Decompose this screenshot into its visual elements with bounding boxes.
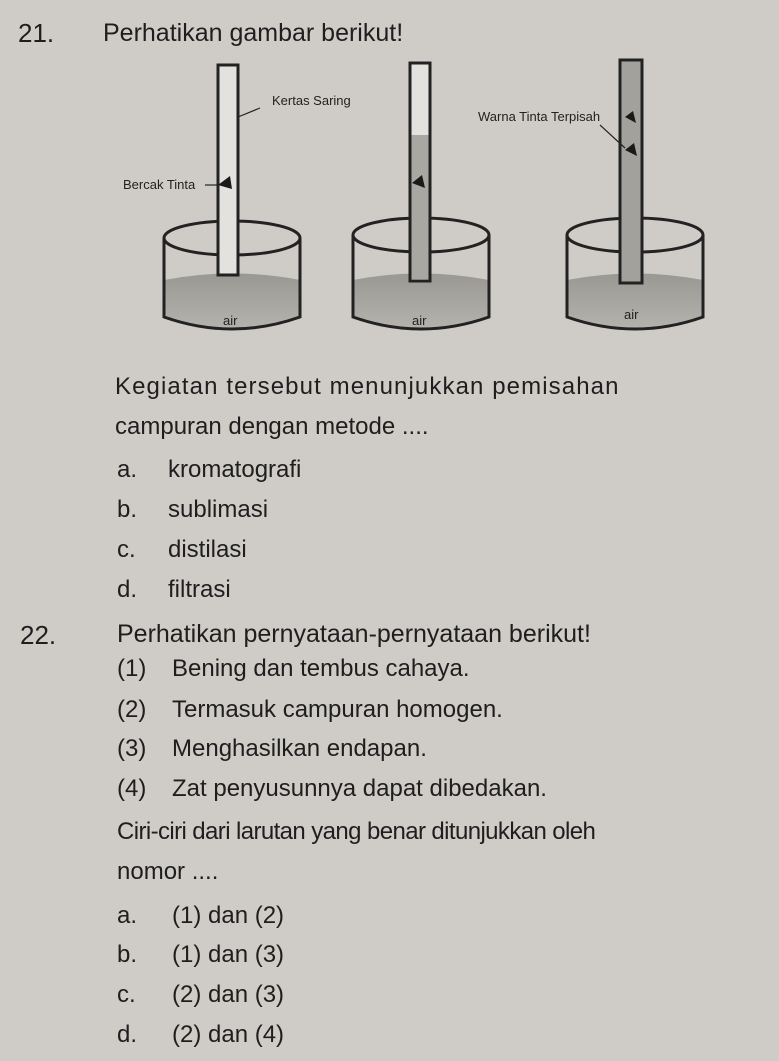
label-line-paper <box>238 108 260 117</box>
option-text: distilasi <box>168 536 247 563</box>
option-text: (2) dan (4) <box>172 1021 285 1048</box>
statement-text: Termasuk campuran homogen. <box>172 696 503 723</box>
statement-text: Bening dan tembus cahaya. <box>172 655 470 682</box>
statement-text: Menghasilkan endapan. <box>172 735 427 762</box>
option-letter: d. <box>117 1021 138 1048</box>
option-letter: b. <box>117 941 138 968</box>
option-letter: b. <box>117 496 138 523</box>
beaker-2 <box>353 63 489 329</box>
label-warna-tinta-terpisah: Warna Tinta Terpisah <box>478 109 601 124</box>
question-21-instruction: Perhatikan gambar berikut! <box>103 19 404 47</box>
label-kertas-saring: Kertas Saring <box>272 93 351 108</box>
option-text: sublimasi <box>168 496 269 523</box>
label-air-3: air <box>624 307 639 322</box>
option-text: (1) dan (2) <box>172 902 285 929</box>
paper-strip-3 <box>620 60 642 283</box>
label-air-2: air <box>412 313 427 328</box>
paper-strip-1 <box>218 65 238 275</box>
statement-number: (2) <box>117 696 147 723</box>
option-text: (1) dan (3) <box>172 941 285 968</box>
option-letter: a. <box>117 902 138 929</box>
option-letter: d. <box>117 576 138 603</box>
statement-number: (1) <box>117 655 147 682</box>
question-21-line-2: campuran dengan metode .... <box>115 413 429 440</box>
label-air-1: air <box>223 313 238 328</box>
question-22-line-1: Ciri-ciri dari larutan yang benar ditunjukkan oleh <box>117 818 596 845</box>
statement-number: (3) <box>117 735 147 762</box>
beaker-3 <box>567 60 703 329</box>
statement-text: Zat penyusunnya dapat dibedakan. <box>172 775 547 802</box>
option-text: kromatografi <box>168 456 302 483</box>
question-22-instruction: Perhatikan pernyataan-pernyataan berikut! <box>117 620 591 648</box>
chromatography-figure <box>120 55 710 355</box>
label-bercak-tinta: Bercak Tinta <box>123 177 196 192</box>
option-letter: c. <box>117 981 136 1008</box>
option-letter: a. <box>117 456 138 483</box>
question-22-number: 22. <box>20 620 57 650</box>
option-text: (2) dan (3) <box>172 981 285 1008</box>
question-21-number: 21. <box>18 18 55 48</box>
option-letter: c. <box>117 536 136 563</box>
option-text: filtrasi <box>168 576 231 603</box>
statement-number: (4) <box>117 775 147 802</box>
question-21-line-1: Kegiatan tersebut menunjukkan pemisahan <box>115 373 620 400</box>
question-22-line-2: nomor .... <box>117 858 219 885</box>
paper-strip-2-wet <box>412 135 429 279</box>
